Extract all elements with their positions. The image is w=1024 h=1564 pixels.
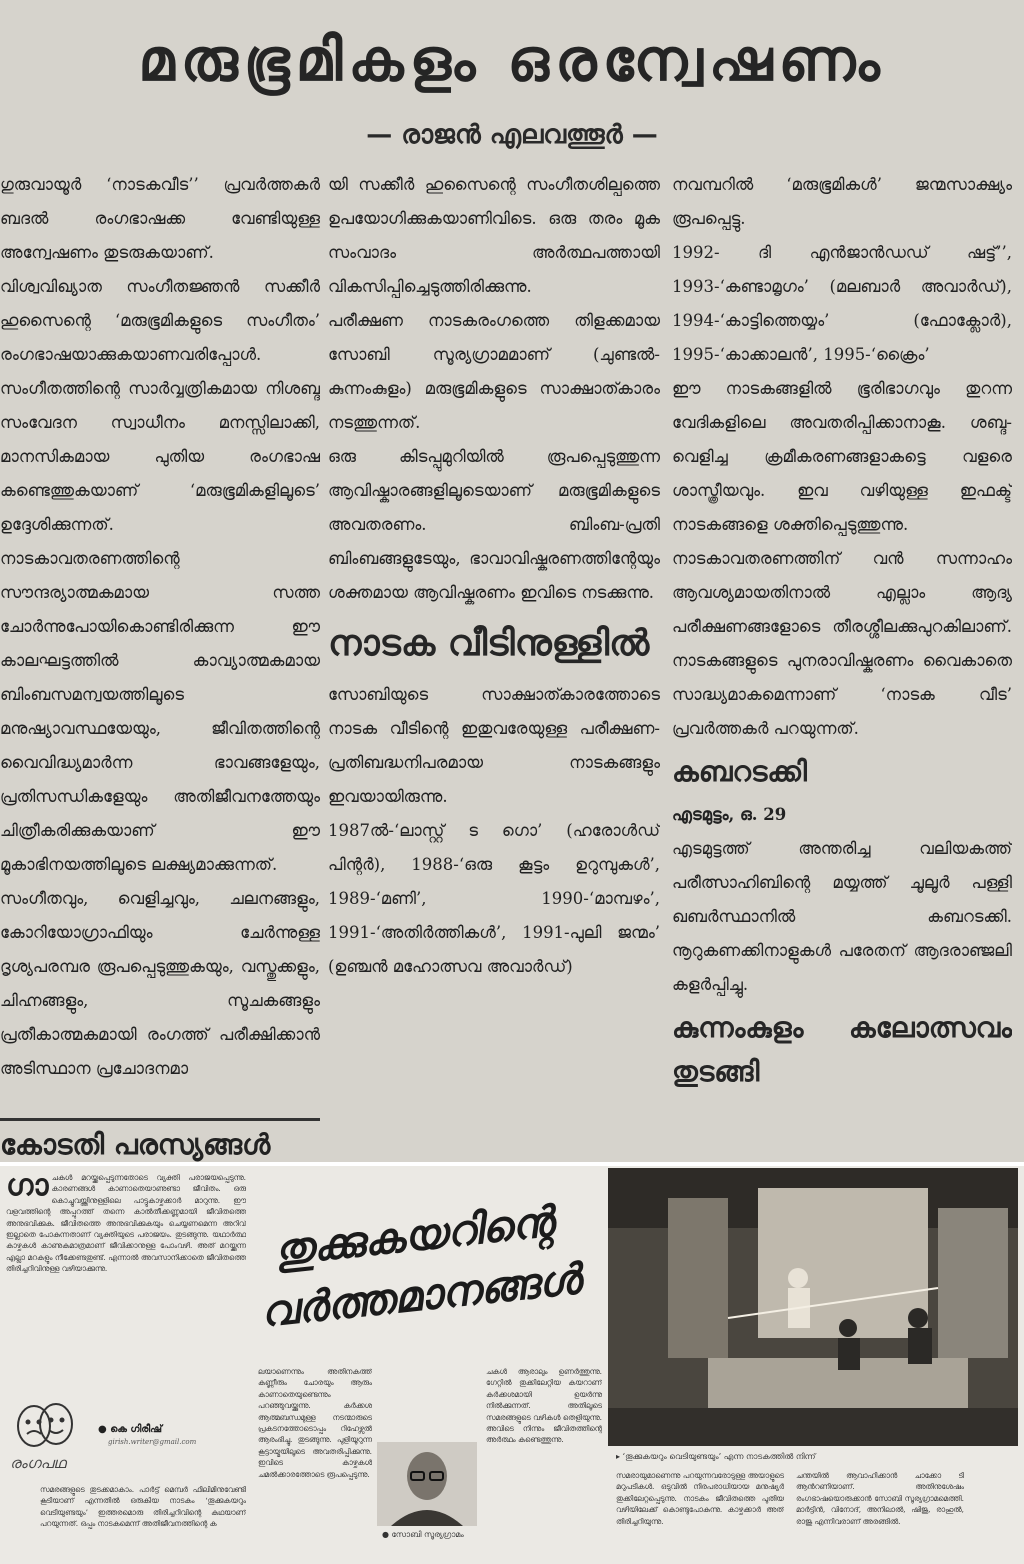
paragraph: 1992- ദി എൻജാൻഡഡ് ഷട്ട്’’, 1993-‘കണ്ടാമൃഗം’ (മലബാർ അവാർഡ്), 1994-‘കാട്ടിത്തെയ്യം’ (ഫോക്ലോർ), 1995-‘കാക്കാലൻ’, 1995-‘ക്രൈം’ <box>672 243 1012 364</box>
paragraph: സംഗീതവും, വെളിച്ചവും, ചലനങ്ങളും, കോറിയോഗ്രാഫിയും ചേർന്നുള്ള ദൃശ്യപരമ്പര രൂപപ്പെടുത്തുകയും, വസ്തുക്കളും, ചിഹ്നങ്ങളും, സൂചകങ്ങളും പ്രതീകാത്മകമായി രംഗത്ത് പരീക്ഷിക്കാൻ അടിസ്ഥാന പ്രചോദനമാ <box>0 889 320 1078</box>
paragraph: ഒരു കിടപ്പുമുറിയിൽ രൂപപ്പെടുത്തുന്ന ആവിഷ്കാരങ്ങളിലൂടെയാണ് മരുഭൂമികളുടെ അവതരണം. ബിംബ-പ്രതി ബിംബങ്ങളുടേയും, ഭാവാവിഷ്കരണത്തിന്റേയും ശക്തമായ ആവിഷ്കരണം ഇവിടെ നടക്കുന്നു. <box>328 447 660 602</box>
paragraph: നാടകാവതരണത്തിന് വൻ സന്നാഹം ആവശ്യമായതിനാൽ എല്ലാം ആദ്യ പരീക്ഷണങ്ങളോടെ തീരശ്ശീലക്കുപുറകിലാണ്. നാടകങ്ങളുടെ പുനരാവിഷ്കരണം വൈകാതെ സാദ്ധ്യമാകമെന്നാണ് ‘നാടക വീട’ പ്രവർത്തകർ പറയുന്നത്. <box>672 549 1012 738</box>
theatre-masks-icon <box>6 1398 86 1454</box>
author-email: girish.writer@gmail.com <box>108 1438 197 1446</box>
bottom-article-column-5 <box>796 1470 964 1560</box>
person-photo-icon <box>377 1442 477 1526</box>
paragraph: ചകൾ മറയ്ക്കപ്പെടുന്നതോടെ വ്യക്തി പരാജയപ്പെടുന്നു. കാരണങ്ങൾ കാണാതെയാണുണ്ടാ ജീവിതം. ഒരു കൊച്ചുവയ്ത്തിനുള്ളിലെ പാട്ടുകാഴ്ചക്കാർ മാറുന്നു. ഈ വളവത്തിന്റെ അപ്പുറത്ത് തന്നെ കാൽതീക്കണ്ണമായി ജീവിതത്തെ അനുഭവിക്കുക. ജീവിതത്തെ അനുഭവിക്കുകയും ചെയ്യണമെന്ന അറിവ് ഇല്ലാതെ പോകുന്നതാണ് വ്യക്തിയുടെ പരാജയം. തുടങ്ങുന്നു. യഥാർത്ഥ കാഴ്ചകൾ കാണുകമാത്രമാണ് ജീവിക്കാനുള്ള പോംവഴി. അത് മറയ്ക്കുന്ന എല്ലാ മറകളും നീക്കേണ്ടതുണ്ട്. എന്നാൽ അവസാനിക്കാതെ ജീവിതത്തെ തിരിച്ചറിവിനുള്ള വഴിയാക്കുന്നു. <box>6 1173 246 1274</box>
paragraph: ലയാണെന്നും അതിനകത്ത് കണ്ണീരും ചോരയും ആരും കാണാതെയുണ്ടെന്നും പറഞ്ഞുവയ്ക്കുന്നു. കർക്കശ ആത്മബന്ധമുള്ള നടന്മാരുടെ പ്രകടനത്തോടൊപ്പം റിഹേഴ്സൽ ആരംഭിച്ചു. തുടങ്ങുന്നു. പുളിയൂറുന്ന കൂട്ടായ്മയിലൂടെ അവതരിപ്പിക്കുന്നു. ഇവിടെ കാഴ്ചകൾ ചമൽക്കാരത്തോടെ രൂപപ്പെടുന്നു. <box>258 1367 372 1479</box>
paragraph: ഈ നാടകങ്ങളിൽ ഭൂരിഭാഗവും തുറന്ന വേദികളിലെ അവതരിപ്പിക്കാനാകൂ. ശബ്ദ-വെളിച്ച ക്രമീകരണങ്ങളാകട്ടെ വളരെ ശാസ്ത്രീയവും. ഇവ വഴിയുള്ള ഇഫക്ട് നാടകങ്ങളെ ശക്തിപ്പെടുത്തുന്നു. <box>672 379 1012 534</box>
bottom-article-column-3 <box>486 1366 602 1560</box>
paragraph: സമരായുമാണെന്നു പറയുന്നവരോടുള്ള അയാളുടെ മറുപടികൾ. ഒടുവിൽ നിരപരാധിയായ മനുഷ്യർ തുക്കിലേറ്റപ്പെടുന്നു. നാടകം ജീവിതത്തെ പുതിയ വഴിയിലേക്ക് കൊണ്ടുപോകുന്നു. കാഴ്ചക്കാർ അത് തിരിച്ചറിയുന്നു. <box>616 1471 784 1526</box>
author-name: ● കെ ഗിരീഷ് <box>98 1424 163 1435</box>
paragraph: സംഗീതത്തിന്റെ സാർവ്വത്രികമായ നിശബ്ദ സംവേദന സ്വാധീനം മനസ്സിലാക്കി, മാനസികമായ പുതിയ രംഗഭാഷ കണ്ടെത്തുകയാണ് ‘മരുഭൂമികളിലൂടെ’ ഉദ്ദേശിക്കുന്നത്. <box>0 379 320 534</box>
paragraph: യി സക്കീർ ഹുസൈന്റെ സംഗീതശില്പത്തെ ഉപയോഗിക്കുകയാണിവിടെ. ഒരു തരം മൂക സംവാദം അർത്ഥപത്തായി വികസിപ്പിച്ചെടുത്തിരിക്കുന്നു. <box>328 175 660 296</box>
subheading-kalolsavam: കുന്നംകുളം കലോത്സവം തുടങ്ങി <box>672 1011 1012 1088</box>
bottom-article-column-2 <box>258 1366 372 1560</box>
column-logo <box>6 1398 92 1478</box>
bottom-article-column-4 <box>616 1470 784 1560</box>
paragraph: സമരങ്ങളുടെ തുടക്കമാകാം. പാർട്ട് മെമ്പർ ഫിലിമിനുവേണ്ടി കൂടിയാണ് എന്നതിൽ ഒരുകിയ നാടകം ‘തൂക്കുകയറും വെടിയുണ്ടയും’ ഇത്തരമൊരു തിരിച്ചറിവിന്റെ കഥയാണ് പറയുന്നത്. ഒപ്പം നാടകമെന്ന് അതിജീവനത്തിന്റെ ക <box>40 1485 246 1529</box>
dateline: എടമുട്ടം, ഒ. 29 <box>672 805 787 824</box>
paragraph: എടമുട്ടത്ത് അന്തരിച്ച വലിയകത്ത് പരീത്സാഹിബിന്റെ മയ്യത്ത് ചൂലൂർ പള്ളി ഖബർസ്ഥാനിൽ കബറടക്കി. നൂറുകണക്കിനാളുകൾ പരേതന് ആദരാഞ്ജലി കളർപ്പിച്ചു. <box>672 839 1012 994</box>
paragraph: നവമ്പറിൽ ‘മരുഭൂമികൾ’ ജന്മസാക്ഷ്യം രൂപപ്പെട്ടു. <box>672 175 1012 228</box>
cutoff-heading: കോടതി പരസ്യങ്ങൾ <box>0 1128 271 1161</box>
play-photo <box>608 1168 1018 1446</box>
dropcap: ഗാ <box>6 1172 49 1203</box>
subheading-kabaradakki: കബറടക്കി <box>672 755 807 788</box>
paragraph: വിശ്വവിഖ്യാത സംഗീതജ്ഞൻ സക്കീർ ഹുസൈന്റെ ‘മരുഭൂമികളുടെ സംഗീതം’ രംഗഭാഷയാക്കുകയാണവരിപ്പോൾ. <box>0 277 320 364</box>
paragraph: ചകൾ ആരാലും ഉണർത്തുന്നു. ഗേറ്റിൽ തുക്കിലേറ്റിയ കയറാണ് കർക്കശമായി ഉയർന്നു നിൽക്കുന്നത്. അതിലൂടെ സമരങ്ങളുടെ വഴികൾ തെളിയുന്നു. അവിടെ നിന്നും ജീവിതത്തിന്റെ അർത്ഥം കണ്ടെത്തുന്നു. <box>486 1367 602 1445</box>
portrait-caption: ● സോബി സൂര്യഗ്രാമം <box>382 1530 464 1539</box>
paragraph: നാടകാവതരണത്തിന്റെ സൗന്ദര്യാത്മകമായ സത്ത ചോർന്നുപോയികൊണ്ടിരിക്കുന്ന ഈ കാലഘട്ടത്തിൽ കാവ്യാത്മകമായ ബിംബസമന്വയത്തിലൂടെ മനുഷ്യാവസ്ഥയേയും, ജീവിതത്തിന്റെ വൈവിദ്ധ്യമാർന്ന ഭാവങ്ങളേയും, പ്രതിസന്ധികളേയും അതിജീവനത്തേയും ചിത്രീകരിക്കുകയാണ് ഈ മൂകാഭിനയത്തിലൂടെ ലക്ഷ്യമാക്കുന്നത്. <box>0 549 320 874</box>
logo-word: രംഗപഥ <box>10 1454 66 1472</box>
article-column-1 <box>0 168 320 1158</box>
subheading-nadaka-veedu: നാടക വീടിനുള്ളിൽ <box>328 623 650 664</box>
paragraph: ചന്തയിൽ ആവാഹിക്കാൻ ചാക്കോ ടി ആൻറണിയാണ്. അതിനുശേഷം രംഗഭാഷയൊരുക്കാൻ സോബി സൂര്യഗ്രാമമെത്തി. മാർട്ടിൻ, വിനോദ്, അനിലാൽ, ഷിജു, രാഹുൽ, രാജു എന്നിവരാണ് അരങ്ങിൽ. <box>796 1471 964 1526</box>
author-portrait <box>377 1442 477 1526</box>
paragraph: സോബിയുടെ സാക്ഷാത്കാരത്തോടെ നാടക വീടിന്റെ ഇതുവരേയുള്ള പരീക്ഷണ-പ്രതിബദ്ധനിപരമായ നാടകങ്ങളും ഇവയായിരുന്നു. <box>328 685 660 806</box>
newspaper-clipping-bottom <box>0 1166 1024 1564</box>
stage-scene-image <box>608 1168 1018 1446</box>
headline: മരുഭൂമികളം ഒരന്വേഷണം <box>138 26 886 94</box>
paragraph: ഗുരുവായൂർ ‘നാടകവീട’’ പ്രവർത്തകർ ബദൽ രംഗഭാഷക്ക വേണ്ടിയുള്ള അന്വേഷണം തുടരുകയാണ്. <box>0 175 320 262</box>
bottom-article-column-1 <box>6 1172 246 1398</box>
column-rule <box>0 1118 320 1121</box>
byline: — രാജൻ എലവത്തൂർ — <box>366 120 658 150</box>
paragraph: 1987ൽ-‘ലാസ്റ്റ് ട ഗൊ’ (ഹരോൾഡ് പിന്റർ), 1988-‘ഒരു കൂട്ടം ഉറുമ്പുകൾ’, 1989-‘മണി’, 1990-‘മാമ്പഴം’, 1991-‘അതിർത്തികൾ’, 1991-പുലി ജന്മം’ (ഉഞ്ചൻ മഹോത്സവ അവാർഡ്) <box>328 821 660 976</box>
paragraph: പരീക്ഷണ നാടകരംഗത്തെ തിളക്കമായ സോബി സൂര്യഗ്രാമമാണ് (ചുണ്ടൽ-കുന്നംകുളം) മരുഭൂമികളുടെ സാക്ഷാത്കാരം നടത്തുന്നത്. <box>328 311 660 432</box>
article-column-3 <box>672 168 1012 1158</box>
article-column-2 <box>328 168 660 1158</box>
bottom-title: തുക്കുകയറിന്റെ വർത്തമാനങ്ങൾ <box>258 1196 583 1337</box>
bottom-article-column-1b <box>40 1484 246 1560</box>
photo-caption: ▸ ‘തൂക്കുകയറും വെടിയുണ്ടയും’ എന്ന നാടകത്തിൽ നിന്ന് <box>616 1452 816 1461</box>
